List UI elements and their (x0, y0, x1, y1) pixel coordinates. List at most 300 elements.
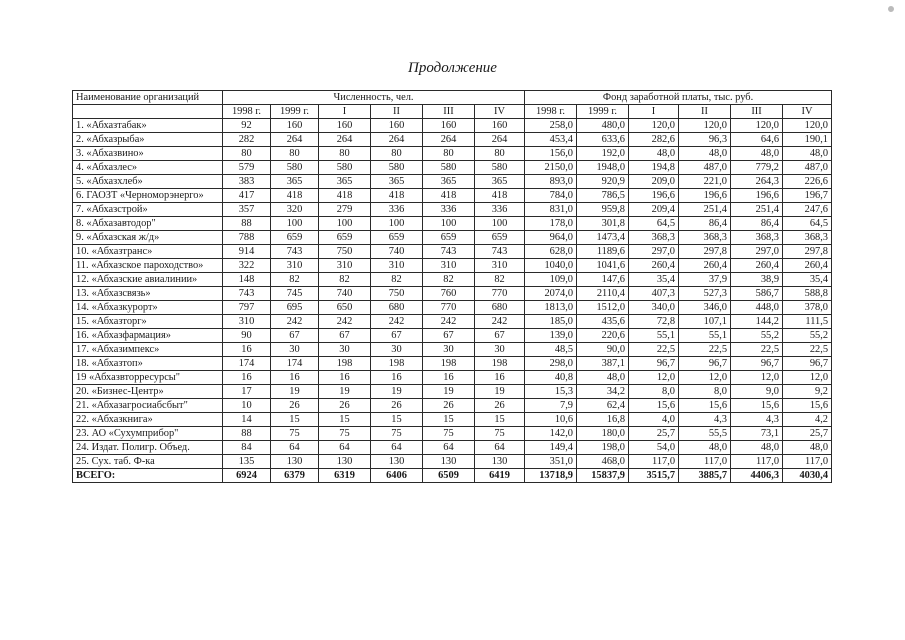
staff-cell: 80 (371, 147, 423, 161)
fund-cell: 192,0 (577, 147, 629, 161)
staff-cell: 680 (371, 301, 423, 315)
staff-cell: 418 (475, 189, 525, 203)
staff-cell: 743 (475, 245, 525, 259)
table-row (73, 413, 832, 427)
staff-cell: 659 (271, 231, 319, 245)
fund-cell: 48,0 (731, 441, 783, 455)
staff-cell: 580 (271, 161, 319, 175)
staff-subheader-1: 1999 г. (271, 105, 319, 119)
fund-cell: 86,4 (731, 217, 783, 231)
fund-cell: 368,3 (783, 231, 832, 245)
fund-cell: 48,0 (679, 147, 731, 161)
fund-cell: 22,5 (731, 343, 783, 357)
fund-cell: 86,4 (679, 217, 731, 231)
fund-cell: 8,0 (679, 385, 731, 399)
fund-cell: 15,6 (629, 399, 679, 413)
staff-cell: 264 (319, 133, 371, 147)
fund-cell: 2150,0 (525, 161, 577, 175)
staff-cell: 383 (223, 175, 271, 189)
staff-cell: 198 (371, 357, 423, 371)
staff-cell: 92 (223, 119, 271, 133)
staff-cell: 788 (223, 231, 271, 245)
fund-cell: 586,7 (731, 287, 783, 301)
fund-cell: 368,3 (629, 231, 679, 245)
organization-name: 21. «Абхазагросиабсбыт" (73, 399, 223, 413)
fund-cell: 407,3 (629, 287, 679, 301)
table-row (73, 441, 832, 455)
staff-cell: 310 (319, 259, 371, 273)
organization-name: 9. «Абхазская ж/д» (73, 231, 223, 245)
fund-cell: 48,0 (577, 371, 629, 385)
fund-cell: 147,6 (577, 273, 629, 287)
table-row (73, 245, 832, 259)
fund-cell: 920,9 (577, 175, 629, 189)
staff-cell: 264 (475, 133, 525, 147)
fund-cell: 64,5 (783, 217, 832, 231)
table-row (73, 287, 832, 301)
staff-cell: 174 (223, 357, 271, 371)
organization-name: 25. Сух. таб. Ф-ка (73, 455, 223, 469)
organization-name: 5. «Абхазхлеб» (73, 175, 223, 189)
staff-cell: 740 (319, 287, 371, 301)
fund-cell: 109,0 (525, 273, 577, 287)
fund-cell: 90,0 (577, 343, 629, 357)
fund-cell: 1040,0 (525, 259, 577, 273)
fund-cell: 180,0 (577, 427, 629, 441)
staff-cell: 365 (371, 175, 423, 189)
staff-cell: 148 (223, 273, 271, 287)
organization-name: 14. «Абхазкурорт» (73, 301, 223, 315)
fund-cell: 9,0 (731, 385, 783, 399)
staff-cell: 418 (319, 189, 371, 203)
organization-name: 1. «Абхазтабак» (73, 119, 223, 133)
staff-cell: 80 (223, 147, 271, 161)
staff-cell: 30 (371, 343, 423, 357)
fund-cell: 48,0 (783, 147, 832, 161)
staff-cell: 6319 (319, 469, 371, 483)
fund-cell: 120,0 (679, 119, 731, 133)
staff-cell: 26 (319, 399, 371, 413)
fund-cell: 221,0 (679, 175, 731, 189)
fund-cell: 779,2 (731, 161, 783, 175)
organization-name: 18. «Абхазтоп» (73, 357, 223, 371)
fund-cell: 117,0 (629, 455, 679, 469)
fund-cell: 786,5 (577, 189, 629, 203)
fund-cell: 346,0 (679, 301, 731, 315)
fund-cell: 340,0 (629, 301, 679, 315)
fund-cell: 73,1 (731, 427, 783, 441)
staff-cell: 26 (371, 399, 423, 413)
staff-cell: 264 (271, 133, 319, 147)
staff-cell: 242 (271, 315, 319, 329)
fund-cell: 196,6 (731, 189, 783, 203)
fund-cell: 35,4 (783, 273, 832, 287)
fund-cell: 4406,3 (731, 469, 783, 483)
fund-cell: 297,8 (783, 245, 832, 259)
fund-cell: 12,0 (783, 371, 832, 385)
fund-subheader-4: III (731, 105, 783, 119)
staff-cell: 67 (271, 329, 319, 343)
fund-cell: 297,0 (629, 245, 679, 259)
fund-cell: 25,7 (783, 427, 832, 441)
fund-cell: 55,2 (783, 329, 832, 343)
fund-cell: 16,8 (577, 413, 629, 427)
fund-cell: 22,5 (783, 343, 832, 357)
fund-cell: 964,0 (525, 231, 577, 245)
fund-cell: 468,0 (577, 455, 629, 469)
fund-cell: 117,0 (783, 455, 832, 469)
fund-cell: 588,8 (783, 287, 832, 301)
staff-cell: 6379 (271, 469, 319, 483)
staff-cell: 310 (371, 259, 423, 273)
fund-cell: 628,0 (525, 245, 577, 259)
staff-cell: 198 (423, 357, 475, 371)
staff-cell: 15 (271, 413, 319, 427)
blank-header-cell (73, 105, 223, 119)
staff-cell: 15 (423, 413, 475, 427)
staff-cell: 659 (423, 231, 475, 245)
staff-cell: 75 (475, 427, 525, 441)
header-row-subcolumns (73, 105, 832, 119)
fund-cell: 55,2 (731, 329, 783, 343)
fund-cell: 178,0 (525, 217, 577, 231)
staff-cell: 64 (271, 441, 319, 455)
staff-cell: 75 (271, 427, 319, 441)
staff-cell: 279 (319, 203, 371, 217)
staff-cell: 320 (271, 203, 319, 217)
fund-cell: 487,0 (783, 161, 832, 175)
fund-cell: 387,1 (577, 357, 629, 371)
staff-cell: 100 (319, 217, 371, 231)
fund-cell: 351,0 (525, 455, 577, 469)
fund-cell: 198,0 (577, 441, 629, 455)
fund-cell: 15,6 (679, 399, 731, 413)
fund-cell: 1948,0 (577, 161, 629, 175)
fund-cell: 190,1 (783, 133, 832, 147)
staff-cell: 743 (271, 245, 319, 259)
staff-cell: 750 (319, 245, 371, 259)
staff-cell: 418 (271, 189, 319, 203)
fund-cell: 209,4 (629, 203, 679, 217)
fund-cell: 96,7 (629, 357, 679, 371)
organization-name: 12. «Абхазские авиалинии» (73, 273, 223, 287)
staff-cell: 100 (271, 217, 319, 231)
staff-cell: 418 (371, 189, 423, 203)
staff-cell: 19 (423, 385, 475, 399)
staff-cell: 10 (223, 399, 271, 413)
fund-cell: 55,1 (629, 329, 679, 343)
table-row (73, 301, 832, 315)
staff-cell: 30 (423, 343, 475, 357)
staff-cell: 100 (475, 217, 525, 231)
fund-cell: 15,3 (525, 385, 577, 399)
fund-cell: 4,3 (731, 413, 783, 427)
staff-cell: 659 (319, 231, 371, 245)
fund-cell: 1189,6 (577, 245, 629, 259)
fund-cell: 226,6 (783, 175, 832, 189)
staff-cell: 64 (319, 441, 371, 455)
table-row (73, 231, 832, 245)
organization-name: 7. «Абхазстрой» (73, 203, 223, 217)
fund-cell: 298,0 (525, 357, 577, 371)
table-body (73, 119, 832, 483)
page-heading: Продолжение (408, 60, 497, 76)
fund-cell: 22,5 (629, 343, 679, 357)
fund-cell: 34,2 (577, 385, 629, 399)
staff-cell: 160 (371, 119, 423, 133)
table-row (73, 455, 832, 469)
staff-cell: 130 (319, 455, 371, 469)
staff-subheader-2: I (319, 105, 371, 119)
fund-cell: 8,0 (629, 385, 679, 399)
staff-cell: 160 (423, 119, 475, 133)
fund-cell: 453,4 (525, 133, 577, 147)
staff-cell: 82 (475, 273, 525, 287)
table-row (73, 147, 832, 161)
fund-cell: 10,6 (525, 413, 577, 427)
fund-cell: 111,5 (783, 315, 832, 329)
staff-cell: 659 (371, 231, 423, 245)
fund-subheader-3: II (679, 105, 731, 119)
staff-cell: 336 (475, 203, 525, 217)
staff-cell: 16 (271, 371, 319, 385)
fund-cell: 196,6 (679, 189, 731, 203)
fund-cell: 448,0 (731, 301, 783, 315)
staff-cell: 6509 (423, 469, 475, 483)
organization-name: 20. «Бизнес-Центр» (73, 385, 223, 399)
staff-cell: 650 (319, 301, 371, 315)
staff-cell: 914 (223, 245, 271, 259)
table-row (73, 203, 832, 217)
staff-cell: 130 (475, 455, 525, 469)
fund-cell: 35,4 (629, 273, 679, 287)
table-row (73, 315, 832, 329)
fund-cell: 120,0 (783, 119, 832, 133)
staff-cell: 417 (223, 189, 271, 203)
fund-cell: 4,2 (783, 413, 832, 427)
fund-cell: 196,6 (629, 189, 679, 203)
fund-cell: 117,0 (731, 455, 783, 469)
organization-name: 8. «Абхазавтодор" (73, 217, 223, 231)
staff-cell: 740 (371, 245, 423, 259)
fund-cell: 4,3 (679, 413, 731, 427)
fund-cell: 368,3 (731, 231, 783, 245)
staff-cell: 80 (319, 147, 371, 161)
staff-cell: 67 (475, 329, 525, 343)
organization-name: ВСЕГО: (73, 469, 223, 483)
fund-cell: 260,4 (731, 259, 783, 273)
staff-cell: 750 (371, 287, 423, 301)
fund-cell: 9,2 (783, 385, 832, 399)
fund-cell: 120,0 (629, 119, 679, 133)
staff-cell: 82 (271, 273, 319, 287)
fund-cell: 260,4 (783, 259, 832, 273)
staff-subheader-5: IV (475, 105, 525, 119)
fund-cell: 22,5 (679, 343, 731, 357)
staff-cell: 67 (371, 329, 423, 343)
staff-cell: 26 (271, 399, 319, 413)
staff-cell: 580 (475, 161, 525, 175)
fund-cell: 194,8 (629, 161, 679, 175)
fund-cell: 96,3 (679, 133, 731, 147)
table-row (73, 259, 832, 273)
fund-cell: 64,5 (629, 217, 679, 231)
staff-cell: 75 (319, 427, 371, 441)
fund-cell: 301,8 (577, 217, 629, 231)
table-row (73, 427, 832, 441)
staff-cell: 100 (371, 217, 423, 231)
fund-cell: 831,0 (525, 203, 577, 217)
staff-cell: 15 (319, 413, 371, 427)
fund-cell: 117,0 (679, 455, 731, 469)
fund-cell: 251,4 (679, 203, 731, 217)
table-row (73, 161, 832, 175)
fund-cell: 25,7 (629, 427, 679, 441)
organization-name: 16. «Абхазфармация» (73, 329, 223, 343)
table-row (73, 343, 832, 357)
fund-subheader-1: 1999 г. (577, 105, 629, 119)
table-row (73, 399, 832, 413)
fund-cell: 12,0 (679, 371, 731, 385)
staff-cell: 310 (423, 259, 475, 273)
staff-cell: 15 (371, 413, 423, 427)
staff-cell: 30 (271, 343, 319, 357)
fund-cell: 251,4 (731, 203, 783, 217)
staff-cell: 365 (423, 175, 475, 189)
fund-cell: 633,6 (577, 133, 629, 147)
fund-cell: 144,2 (731, 315, 783, 329)
organization-name: 4. «Абхазлес» (73, 161, 223, 175)
fund-cell: 48,0 (679, 441, 731, 455)
staff-cell: 64 (423, 441, 475, 455)
staff-cell: 30 (319, 343, 371, 357)
staff-subheader-0: 1998 г. (223, 105, 271, 119)
table-row (73, 119, 832, 133)
header-row-groups (73, 91, 832, 105)
fund-cell: 1813,0 (525, 301, 577, 315)
fund-cell: 96,7 (783, 357, 832, 371)
staff-cell: 282 (223, 133, 271, 147)
staff-cell: 130 (423, 455, 475, 469)
fund-cell: 96,7 (679, 357, 731, 371)
fund-cell: 38,9 (731, 273, 783, 287)
staff-cell: 6924 (223, 469, 271, 483)
staff-cell: 365 (271, 175, 319, 189)
staff-cell: 16 (319, 371, 371, 385)
fund-cell: 3885,7 (679, 469, 731, 483)
organization-name: 11. «Абхазское пароходство» (73, 259, 223, 273)
organization-name: 10. «Абхазтранс» (73, 245, 223, 259)
staff-cell: 659 (475, 231, 525, 245)
staff-cell: 743 (223, 287, 271, 301)
data-table (72, 90, 832, 483)
organization-name: 13. «Абхазсвязь» (73, 287, 223, 301)
staff-cell: 322 (223, 259, 271, 273)
fund-cell: 62,4 (577, 399, 629, 413)
staff-cell: 75 (371, 427, 423, 441)
fund-cell: 2074,0 (525, 287, 577, 301)
fund-cell: 258,0 (525, 119, 577, 133)
fund-cell: 959,8 (577, 203, 629, 217)
staff-cell: 16 (423, 371, 475, 385)
table-row (73, 385, 832, 399)
fund-group-header: Фонд заработной платы, тыс. руб. (525, 91, 832, 105)
fund-cell: 142,0 (525, 427, 577, 441)
fund-cell: 40,8 (525, 371, 577, 385)
fund-cell: 247,6 (783, 203, 832, 217)
fund-cell: 54,0 (629, 441, 679, 455)
staff-cell: 580 (423, 161, 475, 175)
staff-cell: 242 (371, 315, 423, 329)
staff-cell: 310 (223, 315, 271, 329)
fund-cell: 297,0 (731, 245, 783, 259)
fund-cell: 15837,9 (577, 469, 629, 483)
staff-cell: 336 (371, 203, 423, 217)
staff-cell: 16 (223, 371, 271, 385)
staff-cell: 135 (223, 455, 271, 469)
staff-cell: 160 (319, 119, 371, 133)
staff-subheader-3: II (371, 105, 423, 119)
organization-name: 24. Издат. Полигр. Объед. (73, 441, 223, 455)
fund-cell: 2110,4 (577, 287, 629, 301)
fund-cell: 435,6 (577, 315, 629, 329)
organization-name: 2. «Абхазрыба» (73, 133, 223, 147)
staff-cell: 580 (371, 161, 423, 175)
staff-cell: 82 (371, 273, 423, 287)
staff-cell: 19 (319, 385, 371, 399)
fund-cell: 64,6 (731, 133, 783, 147)
fund-cell: 37,9 (679, 273, 731, 287)
fund-cell: 120,0 (731, 119, 783, 133)
staff-cell: 198 (475, 357, 525, 371)
organization-name: 23. АО «Сухумприбор" (73, 427, 223, 441)
staff-cell: 14 (223, 413, 271, 427)
staff-cell: 580 (319, 161, 371, 175)
fund-cell: 156,0 (525, 147, 577, 161)
fund-cell: 282,6 (629, 133, 679, 147)
fund-cell: 4,0 (629, 413, 679, 427)
scan-dot (888, 6, 894, 12)
table-row (73, 133, 832, 147)
fund-cell: 4030,4 (783, 469, 832, 483)
fund-subheader-5: IV (783, 105, 832, 119)
fund-cell: 368,3 (679, 231, 731, 245)
fund-cell: 487,0 (679, 161, 731, 175)
fund-cell: 378,0 (783, 301, 832, 315)
fund-cell: 893,0 (525, 175, 577, 189)
table-row (73, 189, 832, 203)
staff-cell: 198 (319, 357, 371, 371)
staff-cell: 17 (223, 385, 271, 399)
staff-cell: 264 (371, 133, 423, 147)
table-row (73, 273, 832, 287)
staff-cell: 82 (423, 273, 475, 287)
fund-cell: 55,1 (679, 329, 731, 343)
staff-subheader-4: III (423, 105, 475, 119)
staff-cell: 242 (475, 315, 525, 329)
organization-name: 19 «Абхазвторресурсы" (73, 371, 223, 385)
fund-cell: 72,8 (629, 315, 679, 329)
staff-cell: 16 (223, 343, 271, 357)
staff-cell: 130 (371, 455, 423, 469)
fund-cell: 1512,0 (577, 301, 629, 315)
staff-cell: 80 (475, 147, 525, 161)
staff-cell: 19 (271, 385, 319, 399)
staff-cell: 19 (475, 385, 525, 399)
staff-cell: 16 (475, 371, 525, 385)
staff-cell: 26 (475, 399, 525, 413)
staff-cell: 64 (475, 441, 525, 455)
